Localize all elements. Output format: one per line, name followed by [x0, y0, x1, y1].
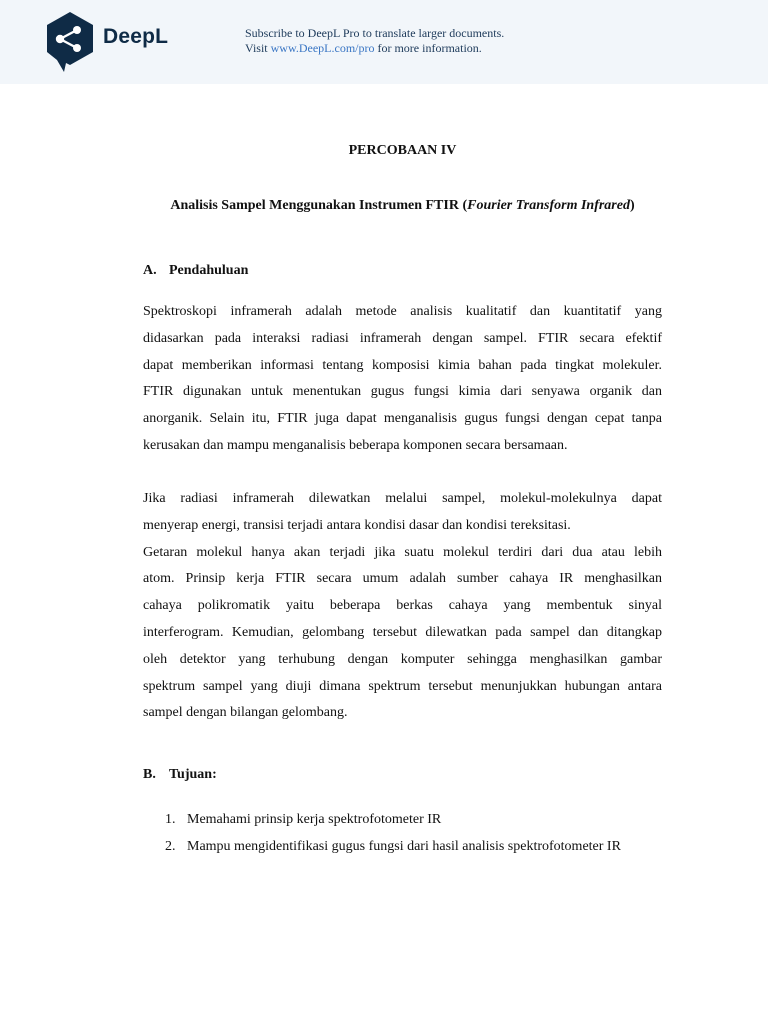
subtitle-end: ): [629, 198, 635, 213]
deepl-logo-icon[interactable]: [44, 10, 96, 74]
section-title: Pendahuluan: [169, 263, 249, 278]
subtitle-italic: Fourier Transform Infrared: [467, 198, 630, 213]
text-line: spektrum sampel yang diuji dimana spektrum tersebut menunjukkan hubungan antara: [143, 678, 662, 694]
text-line: Spektroskopi inframerah adalah metode analisis kualitatif dan kuantitatif yang: [143, 304, 662, 319]
document-title: PERCOBAAN IV: [348, 143, 457, 158]
section-letter: B.: [143, 767, 156, 782]
text-line: Jika radiasi inframerah dilewatkan melalui sampel, molekul-molekulnya dapat: [143, 491, 662, 506]
text-line: atom. Prinsip kerja FTIR secara umum adalah sumber cahaya IR menghasilkan: [143, 571, 662, 587]
paragraph-principle: [143, 486, 662, 727]
promo-text: [245, 26, 504, 56]
list-number: 1.: [165, 812, 176, 827]
text-line: anorganik. Selain itu, FTIR juga dapat menganalisis gugus fungsi dengan cepat tanpa: [143, 411, 662, 427]
list-number: 2.: [165, 839, 176, 854]
section-heading-pendahuluan: [143, 263, 248, 279]
text-line: didasarkan pada interaksi radiasi inframerah dengan sampel. FTIR secara efektif: [143, 330, 662, 346]
promo-visit-text: Visit: [245, 41, 271, 55]
list-item: [165, 833, 621, 860]
text-line: dapat memberikan informasi tentang komposisi kimia bahan pada tingkat molekuler.: [143, 357, 662, 373]
text-line: interferogram. Kemudian, gelombang tersebut dilewatkan pada sampel dan ditangkap: [143, 624, 662, 640]
promo-line-2: [245, 41, 504, 56]
text-line: kerusakan dan mampu menganalisis beberapa komponen secara bersamaan.: [143, 437, 568, 453]
objectives-list: [165, 806, 621, 860]
text-line: sampel dengan bilangan gelombang.: [143, 705, 348, 721]
paragraph-introduction: [143, 299, 662, 460]
deepl-wordmark[interactable]: DeepL: [103, 25, 169, 48]
promo-after-text: for more information.: [374, 41, 482, 55]
text-line: Getaran molekul hanya akan terjadi jika suatu molekul terdiri dari dua atau lebih: [143, 544, 662, 560]
text-line: oleh detektor yang terhubung dengan komputer sehingga menghasilkan gambar: [143, 651, 662, 667]
list-text: Mampu mengidentifikasi gugus fungsi dari hasil analisis spektrofotometer IR: [187, 839, 621, 854]
list-text: Memahami prinsip kerja spektrofotometer IR: [187, 812, 442, 827]
document-subtitle: [143, 198, 662, 214]
list-item: [165, 806, 621, 833]
deepl-pro-link[interactable]: www.DeepL.com/pro: [270, 41, 375, 55]
text-line: cahaya polikromatik yaitu beberapa berkas cahaya yang membentuk sinyal: [143, 598, 662, 614]
deepl-banner: [0, 0, 768, 84]
section-title: Tujuan:: [169, 767, 217, 782]
section-letter: A.: [143, 263, 157, 278]
text-line: FTIR digunakan untuk menentukan gugus fungsi kimia dari senyawa organik dan: [143, 384, 662, 400]
subtitle-main: Analisis Sampel Menggunakan Instrumen FTIR (: [170, 198, 468, 213]
text-line: menyerap energi, transisi terjadi antara kondisi dasar dan kondisi tereksitasi.: [143, 517, 571, 533]
section-heading-tujuan: [143, 767, 217, 783]
promo-line-1: Subscribe to DeepL Pro to translate larger documents.: [245, 26, 505, 40]
